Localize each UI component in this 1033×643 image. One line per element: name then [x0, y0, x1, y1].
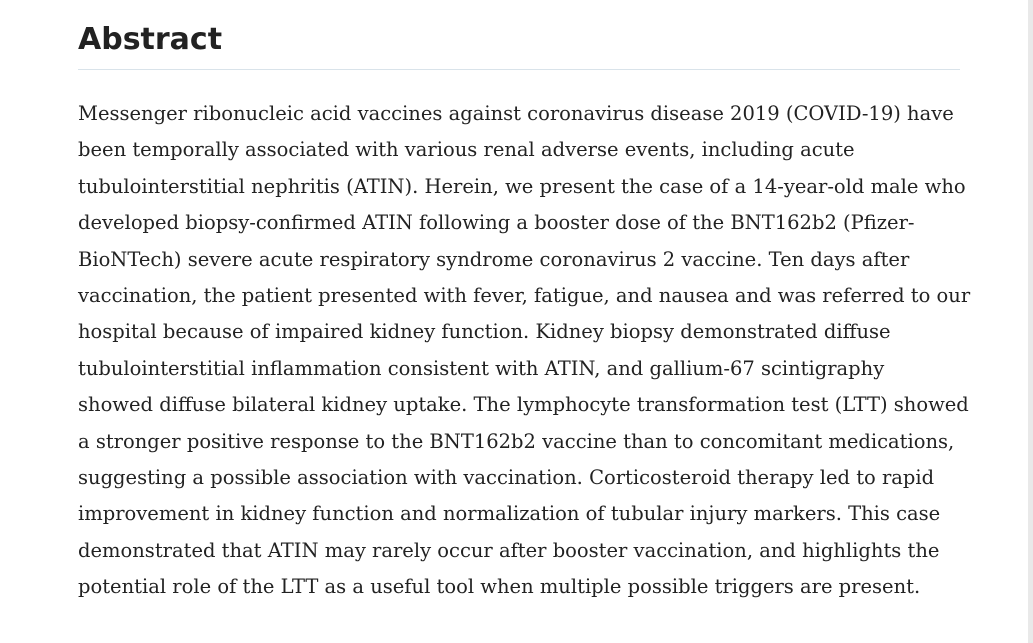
abstract-line: showed diffuse bilateral kidney uptake. The lymphocyte transformation test (LTT) showed	[78, 393, 969, 417]
abstract-line: vaccination, the patient presented with fever, fatigue, and nausea and was referred to our	[78, 284, 971, 308]
scrollbar-track[interactable]	[1028, 0, 1033, 643]
abstract-line: a stronger positive response to the BNT162b2 vaccine than to concomitant medications,	[78, 429, 955, 453]
abstract-line: BioNTech) severe acute respiratory syndrome coronavirus 2 vaccine. Ten days after	[78, 247, 910, 271]
abstract-line: suggesting a possible association with vaccination. Corticosteroid therapy led to rapid	[78, 466, 935, 490]
abstract-line: tubulointerstitial inflammation consistent with ATIN, and gallium-67 scintigraphy	[78, 356, 885, 380]
abstract-line: developed biopsy-confirmed ATIN following a booster dose of the BNT162b2 (Pfizer-	[78, 211, 915, 235]
abstract-line: demonstrated that ATIN may rarely occur after booster vaccination, and highlights the	[78, 538, 940, 562]
abstract-line: been temporally associated with various renal adverse events, including acute	[78, 138, 855, 162]
abstract-line: tubulointerstitial nephritis (ATIN). Herein, we present the case of a 14-year-old male who	[78, 174, 966, 198]
abstract-paragraph	[78, 96, 971, 606]
abstract-line: improvement in kidney function and normalization of tubular injury markers. This case	[78, 502, 941, 526]
abstract-line: Messenger ribonucleic acid vaccines against coronavirus disease 2019 (COVID-19) have	[78, 102, 954, 125]
abstract-line: potential role of the LTT as a useful tool when multiple possible triggers are present.	[78, 575, 921, 599]
abstract-section	[78, 0, 971, 606]
title-divider	[78, 69, 960, 70]
abstract-line: hospital because of impaired kidney function. Kidney biopsy demonstrated diffuse	[78, 320, 891, 344]
section-title: Abstract	[78, 22, 223, 57]
